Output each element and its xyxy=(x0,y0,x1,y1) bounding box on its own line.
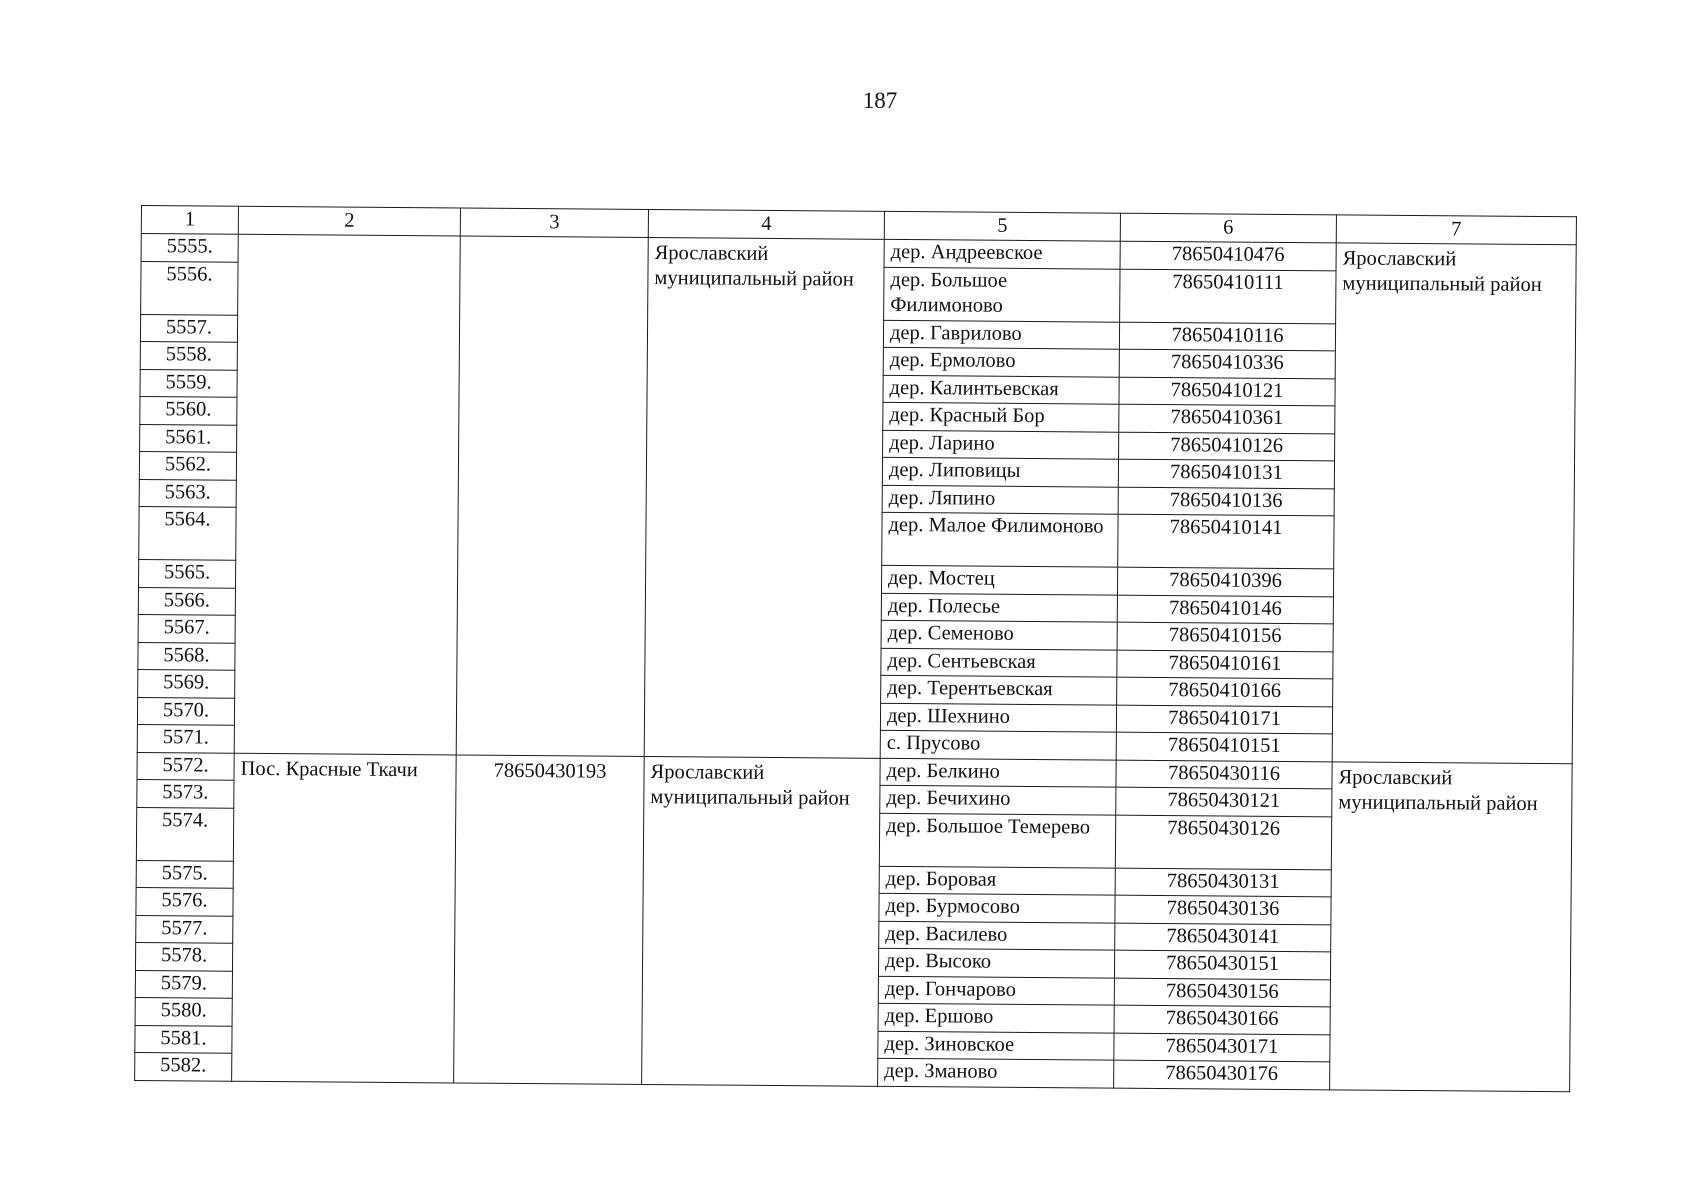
row-number: 5557. xyxy=(140,314,237,342)
group-settlement: Пос. Красные Ткачи xyxy=(232,753,457,1083)
locality-name: дер. Ермолово xyxy=(883,347,1119,376)
locality-code: 78650410396 xyxy=(1117,567,1333,596)
row-number: 5577. xyxy=(136,915,233,943)
locality-name: дер. Семеново xyxy=(881,620,1117,649)
locality-name: дер. Бечихино xyxy=(880,785,1116,814)
locality-code: 78650430131 xyxy=(1115,868,1331,897)
row-number: 5556. xyxy=(141,261,238,315)
group-oktmo-code xyxy=(456,236,648,756)
group-district-right: Ярославский муниципальный район xyxy=(1332,243,1576,763)
group-district: Ярославский муниципальный район xyxy=(642,756,881,1086)
locality-code: 78650410336 xyxy=(1119,349,1335,378)
locality-code: 78650430151 xyxy=(1114,950,1330,979)
header-col-3: 3 xyxy=(460,208,648,237)
header-col-2: 2 xyxy=(238,206,460,236)
locality-code: 78650410121 xyxy=(1119,377,1335,406)
locality-code: 78650430156 xyxy=(1114,978,1330,1007)
row-number: 5576. xyxy=(136,887,233,915)
group-settlement xyxy=(234,234,460,754)
header-col-5: 5 xyxy=(884,211,1120,241)
row-number: 5579. xyxy=(135,970,232,998)
row-number: 5555. xyxy=(141,234,238,262)
header-col-6: 6 xyxy=(1120,213,1336,243)
locality-name: дер. Сентьевская xyxy=(881,648,1117,677)
row-number: 5578. xyxy=(135,942,232,970)
locality-name: дер. Ляпино xyxy=(882,485,1118,514)
locality-code: 78650430176 xyxy=(1114,1060,1330,1089)
locality-name: дер. Василево xyxy=(879,921,1115,950)
locality-name: дер. Полесье xyxy=(881,593,1117,622)
locality-code: 78650430141 xyxy=(1115,923,1331,952)
locality-code: 78650410141 xyxy=(1118,514,1334,569)
group-district-right: Ярославский муниципальный район xyxy=(1330,761,1573,1091)
locality-code: 78650410156 xyxy=(1117,622,1333,651)
row-number: 5574. xyxy=(136,807,233,861)
locality-code: 78650410116 xyxy=(1119,322,1335,351)
header-col-7: 7 xyxy=(1336,215,1576,245)
row-number: 5562. xyxy=(139,451,236,479)
row-number: 5564. xyxy=(139,506,236,560)
row-number: 5559. xyxy=(140,369,237,397)
row-number: 5580. xyxy=(135,997,232,1025)
row-number: 5581. xyxy=(135,1025,232,1053)
locality-name: дер. Большое Темерево xyxy=(879,813,1115,868)
row-number: 5558. xyxy=(140,341,237,369)
locality-name: дер. Высоко xyxy=(878,948,1114,977)
row-number: 5566. xyxy=(138,587,235,615)
locality-code: 78650410111 xyxy=(1120,269,1336,324)
locality-name: дер. Белкино xyxy=(880,758,1116,787)
locality-code: 78650410146 xyxy=(1117,595,1333,624)
locality-code: 78650430171 xyxy=(1114,1033,1330,1062)
locality-name: дер. Гаврилово xyxy=(883,320,1119,349)
header-col-4: 4 xyxy=(648,209,884,239)
locality-code: 78650410151 xyxy=(1116,732,1332,761)
row-number: 5575. xyxy=(136,860,233,888)
row-number: 5565. xyxy=(138,559,235,587)
locality-code: 78650410171 xyxy=(1116,705,1332,734)
locality-code: 78650410131 xyxy=(1118,459,1334,488)
group-oktmo-code: 78650430193 xyxy=(454,754,645,1083)
locality-name: дер. Андреевское xyxy=(884,239,1120,268)
locality-name: дер. Терентьевская xyxy=(881,675,1117,704)
locality-name: дер. Липовицы xyxy=(882,457,1118,486)
locality-code: 78650410161 xyxy=(1117,650,1333,679)
row-number: 5570. xyxy=(137,697,234,725)
row-number: 5560. xyxy=(140,396,237,424)
locality-name: дер. Бурмосово xyxy=(879,893,1115,922)
locality-name: дер. Большое Филимоново xyxy=(884,267,1120,322)
locality-code: 78650430121 xyxy=(1116,787,1332,816)
row-number: 5561. xyxy=(140,424,237,452)
locality-code: 78650410126 xyxy=(1119,432,1335,461)
locality-code: 78650430116 xyxy=(1116,760,1332,789)
locality-name: дер. Шехнино xyxy=(880,703,1116,732)
locality-name: дер. Калинтьевская xyxy=(883,375,1119,404)
group-district: Ярославский муниципальный район xyxy=(644,237,884,757)
settlements-table xyxy=(134,205,1577,1092)
row-number: 5572. xyxy=(137,752,234,780)
row-number: 5563. xyxy=(139,479,236,507)
locality-name: дер. Ларино xyxy=(883,430,1119,459)
locality-name: дер. Гончарово xyxy=(878,976,1114,1005)
locality-code: 78650430166 xyxy=(1114,1005,1330,1034)
header-col-1: 1 xyxy=(141,206,238,235)
locality-name: дер. Мостец xyxy=(881,565,1117,594)
locality-name: с. Прусово xyxy=(880,730,1116,759)
locality-code: 78650410476 xyxy=(1120,241,1336,270)
locality-name: дер. Красный Бор xyxy=(883,402,1119,431)
row-number: 5571. xyxy=(137,724,234,752)
locality-name: дер. Ершово xyxy=(878,1003,1114,1032)
row-number: 5568. xyxy=(138,642,235,670)
row-number: 5582. xyxy=(135,1052,232,1080)
row-number: 5573. xyxy=(137,779,234,807)
locality-name: дер. Зманово xyxy=(878,1058,1114,1087)
row-number: 5567. xyxy=(138,614,235,642)
locality-code: 78650410136 xyxy=(1118,487,1334,516)
locality-name: дер. Зиновское xyxy=(878,1031,1114,1060)
locality-code: 78650430136 xyxy=(1115,895,1331,924)
locality-name: дер. Малое Филимоново xyxy=(882,512,1118,567)
locality-name: дер. Боровая xyxy=(879,866,1115,895)
locality-code: 78650410361 xyxy=(1119,404,1335,433)
page-number: 187 xyxy=(862,88,898,113)
row-number: 5569. xyxy=(138,669,235,697)
locality-code: 78650410166 xyxy=(1117,677,1333,706)
locality-code: 78650430126 xyxy=(1115,815,1331,870)
